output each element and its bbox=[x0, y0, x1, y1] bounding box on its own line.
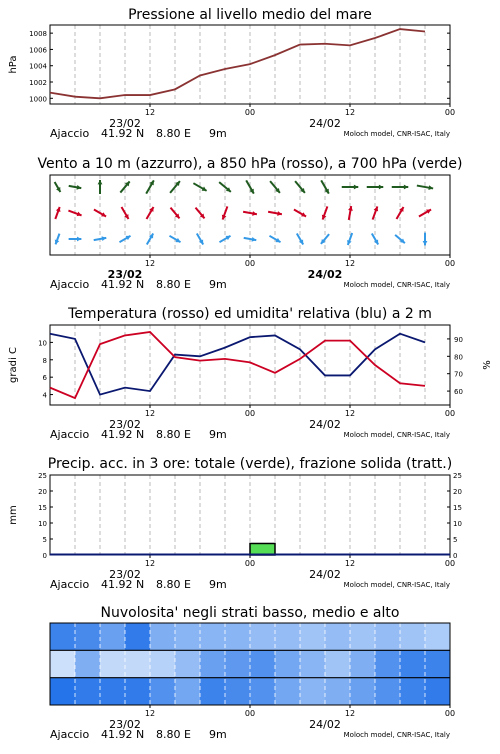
x-tick-label: 12 bbox=[145, 259, 155, 268]
wind-arrow bbox=[222, 206, 228, 219]
cloud-cell bbox=[425, 650, 451, 677]
wind-arrow bbox=[321, 234, 329, 244]
x-date-label: 24/02 bbox=[309, 117, 341, 130]
credit: Moloch model, CNR-ISAC, Italy bbox=[344, 281, 450, 289]
y-tick-label: 1000 bbox=[29, 95, 47, 103]
x-date-label: 23/02 bbox=[109, 568, 141, 581]
y-tick-label: 6 bbox=[43, 374, 48, 382]
y2-tick-label: 60 bbox=[454, 388, 463, 396]
y-tick-label: 1008 bbox=[29, 30, 47, 38]
cloud-cell bbox=[175, 623, 201, 650]
y2-axis-label: % bbox=[482, 360, 493, 370]
cloud-cell bbox=[100, 678, 126, 705]
x-tick-label: 00 bbox=[445, 409, 455, 418]
cloud-cell bbox=[175, 650, 201, 677]
cloud-cell bbox=[300, 650, 326, 677]
y2-tick-label: 25 bbox=[453, 472, 462, 480]
x-tick-label: 00 bbox=[445, 108, 455, 117]
wind-arrow bbox=[372, 233, 378, 244]
cloud-cell bbox=[350, 623, 376, 650]
credit: Moloch model, CNR-ISAC, Italy bbox=[344, 431, 450, 439]
cloud-cell bbox=[275, 623, 301, 650]
location-name: Ajaccio bbox=[50, 728, 89, 741]
panel-title: Precip. acc. in 3 ore: totale (verde), frazione solida (tratt.) bbox=[48, 456, 452, 472]
cloud-cell bbox=[200, 678, 226, 705]
x-date-label: 24/02 bbox=[309, 568, 341, 581]
x-date-label: 23/02 bbox=[109, 418, 141, 431]
wind-arrow bbox=[55, 182, 61, 192]
cloud-cell bbox=[225, 678, 251, 705]
cloud-cell bbox=[225, 623, 251, 650]
location-elev: 9m bbox=[209, 728, 227, 741]
location-lat: 41.92 N bbox=[101, 127, 144, 140]
cloud-cell bbox=[325, 678, 351, 705]
wind-arrow bbox=[297, 233, 303, 244]
x-tick-label: 00 bbox=[445, 259, 455, 268]
x-tick-label: 12 bbox=[345, 559, 355, 568]
wind-arrow bbox=[55, 207, 60, 219]
cloud-cell bbox=[275, 650, 301, 677]
cloud-cell bbox=[75, 650, 101, 677]
location-lat: 41.92 N bbox=[101, 728, 144, 741]
x-tick-label: 00 bbox=[245, 259, 255, 268]
panel-title: Temperatura (rosso) ed umidita' relativa (blu) a 2 m bbox=[67, 306, 432, 322]
cloud-cell bbox=[175, 678, 201, 705]
credit: Moloch model, CNR-ISAC, Italy bbox=[344, 731, 450, 739]
x-date-label: 24/02 bbox=[308, 268, 343, 281]
x-tick-label: 00 bbox=[245, 409, 255, 418]
x-tick-label: 12 bbox=[145, 108, 155, 117]
y-tick-label: 4 bbox=[43, 392, 48, 400]
cloud-cell bbox=[150, 678, 176, 705]
y-axis-label: gradi C bbox=[8, 347, 19, 383]
wind-arrow-head bbox=[379, 185, 383, 190]
y-tick-label: 1004 bbox=[29, 63, 47, 71]
y2-tick-label: 90 bbox=[454, 336, 463, 344]
location-lon: 8.80 E bbox=[156, 127, 191, 140]
panel-1 bbox=[8, 7, 455, 140]
x-tick-label: 00 bbox=[245, 559, 255, 568]
cloud-cell bbox=[350, 650, 376, 677]
cloud-cell bbox=[50, 623, 76, 650]
cloud-cell bbox=[250, 650, 276, 677]
x-tick-label: 12 bbox=[345, 409, 355, 418]
location-name: Ajaccio bbox=[50, 127, 89, 140]
panel-3 bbox=[8, 306, 493, 441]
wind-arrow bbox=[55, 234, 60, 245]
cloud-cell bbox=[125, 623, 151, 650]
credit: Moloch model, CNR-ISAC, Italy bbox=[344, 581, 450, 589]
cloud-cell bbox=[150, 650, 176, 677]
pressure-line bbox=[50, 29, 425, 98]
cloud-cell bbox=[375, 623, 401, 650]
cloud-cell bbox=[275, 678, 301, 705]
cloud-cell bbox=[375, 650, 401, 677]
cloud-cell bbox=[50, 650, 76, 677]
cloud-cell bbox=[125, 678, 151, 705]
x-tick-label: 00 bbox=[245, 108, 255, 117]
x-date-label: 23/02 bbox=[109, 117, 141, 130]
cloud-cell bbox=[200, 623, 226, 650]
x-tick-label: 12 bbox=[345, 108, 355, 117]
panel-title: Pressione al livello medio del mare bbox=[128, 7, 372, 23]
y2-tick-label: 15 bbox=[453, 504, 462, 512]
x-tick-label: 00 bbox=[445, 709, 455, 718]
panel-2 bbox=[37, 156, 462, 291]
cloud-cell bbox=[350, 678, 376, 705]
x-date-label: 24/02 bbox=[309, 718, 341, 731]
y-axis-label: mm bbox=[8, 505, 19, 524]
wind-arrow bbox=[98, 180, 103, 194]
cloud-cell bbox=[150, 623, 176, 650]
y2-tick-label: 0 bbox=[453, 552, 457, 560]
cloud-cell bbox=[100, 650, 126, 677]
location-name: Ajaccio bbox=[50, 428, 89, 441]
location-lat: 41.92 N bbox=[101, 428, 144, 441]
location-lat: 41.92 N bbox=[101, 278, 144, 291]
y-tick-label: 20 bbox=[38, 488, 47, 496]
wind-arrow bbox=[322, 206, 328, 219]
cloud-cell bbox=[300, 623, 326, 650]
cloud-cell bbox=[225, 650, 251, 677]
y-tick-label: 1002 bbox=[29, 79, 47, 87]
x-tick-label: 12 bbox=[145, 709, 155, 718]
y-tick-label: 10 bbox=[38, 339, 47, 347]
y-tick-label: 5 bbox=[43, 536, 47, 544]
cloud-cell bbox=[400, 678, 426, 705]
wind-arrow-head bbox=[77, 237, 81, 242]
cloud-cell bbox=[50, 678, 76, 705]
cloud-cell bbox=[375, 678, 401, 705]
y2-tick-label: 70 bbox=[454, 371, 463, 379]
x-tick-label: 00 bbox=[245, 709, 255, 718]
wind-arrow bbox=[196, 208, 205, 219]
x-tick-label: 00 bbox=[445, 559, 455, 568]
location-elev: 9m bbox=[209, 578, 227, 591]
cloud-cell bbox=[325, 623, 351, 650]
panel-4 bbox=[8, 456, 462, 591]
location-lon: 8.80 E bbox=[156, 428, 191, 441]
cloud-cell bbox=[125, 650, 151, 677]
cloud-cell bbox=[425, 623, 451, 650]
wind-arrow bbox=[197, 233, 203, 244]
cloud-cell bbox=[75, 623, 101, 650]
y-tick-label: 25 bbox=[38, 472, 47, 480]
wind-arrow-head bbox=[423, 241, 428, 245]
y2-tick-label: 10 bbox=[453, 520, 462, 528]
panel-title: Nuvolosita' negli strati basso, medio e alto bbox=[101, 605, 400, 621]
y-tick-label: 0 bbox=[43, 552, 47, 560]
location-lon: 8.80 E bbox=[156, 578, 191, 591]
location-elev: 9m bbox=[209, 127, 227, 140]
y-tick-label: 15 bbox=[38, 504, 47, 512]
y2-tick-label: 80 bbox=[454, 353, 463, 361]
credit: Moloch model, CNR-ISAC, Italy bbox=[344, 130, 450, 138]
cloud-cell bbox=[400, 623, 426, 650]
cloud-cell bbox=[300, 678, 326, 705]
y2-tick-label: 5 bbox=[453, 536, 457, 544]
cloud-cell bbox=[400, 650, 426, 677]
x-date-label: 24/02 bbox=[309, 418, 341, 431]
wind-arrow bbox=[147, 233, 153, 244]
y-axis-label: hPa bbox=[8, 55, 19, 73]
panel-5 bbox=[50, 605, 455, 741]
cloud-cell bbox=[250, 623, 276, 650]
y-tick-label: 1006 bbox=[29, 46, 47, 54]
y-tick-label: 8 bbox=[43, 357, 47, 365]
precip-bar bbox=[250, 543, 275, 555]
wind-arrow bbox=[423, 233, 428, 246]
y2-tick-label: 20 bbox=[453, 488, 462, 496]
wind-arrow-head bbox=[354, 185, 358, 190]
wind-arrow bbox=[171, 208, 180, 219]
x-tick-label: 12 bbox=[345, 259, 355, 268]
location-name: Ajaccio bbox=[50, 278, 89, 291]
cloud-cell bbox=[100, 623, 126, 650]
x-tick-label: 12 bbox=[145, 409, 155, 418]
x-tick-label: 12 bbox=[345, 709, 355, 718]
panel-title: Vento a 10 m (azzurro), a 850 hPa (rosso), a 700 hPa (verde) bbox=[37, 156, 462, 172]
location-elev: 9m bbox=[209, 278, 227, 291]
wind-arrow-head bbox=[98, 180, 103, 184]
x-tick-label: 12 bbox=[145, 559, 155, 568]
cloud-cell bbox=[250, 678, 276, 705]
x-date-label: 23/02 bbox=[109, 718, 141, 731]
location-lon: 8.80 E bbox=[156, 278, 191, 291]
cloud-cell bbox=[325, 650, 351, 677]
wind-arrow-head bbox=[404, 185, 408, 190]
x-date-label: 23/02 bbox=[108, 268, 143, 281]
cloud-cell bbox=[425, 678, 451, 705]
location-name: Ajaccio bbox=[50, 578, 89, 591]
location-elev: 9m bbox=[209, 428, 227, 441]
y-tick-label: 10 bbox=[38, 520, 47, 528]
location-lat: 41.92 N bbox=[101, 578, 144, 591]
cloud-cell bbox=[75, 678, 101, 705]
location-lon: 8.80 E bbox=[156, 728, 191, 741]
cloud-cell bbox=[200, 650, 226, 677]
